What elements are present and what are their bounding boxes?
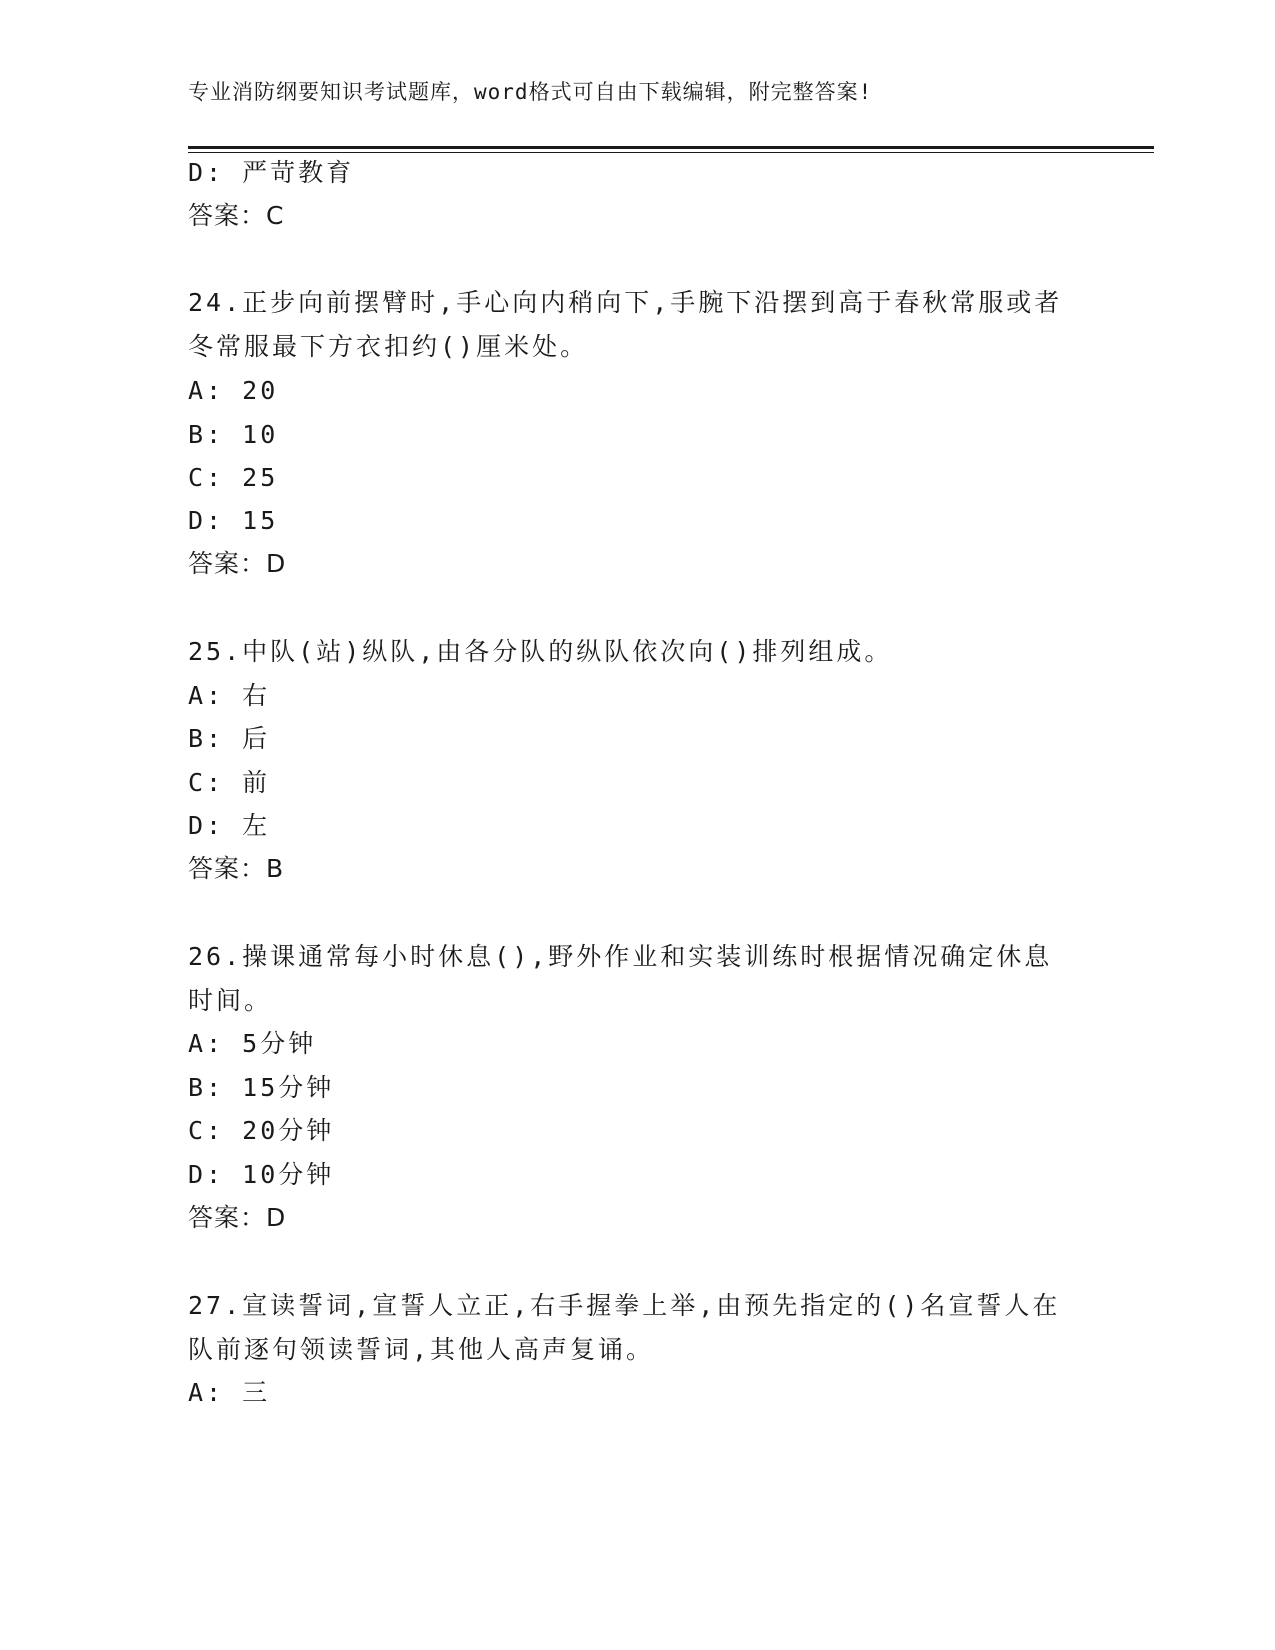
q25-option-c: C: 前	[188, 768, 271, 797]
header-rule-thick	[188, 146, 1154, 149]
q25-option-b: B: 后	[188, 724, 271, 753]
q25-option-d: D: 左	[188, 811, 271, 840]
q26-option-c: C: 20分钟	[188, 1116, 335, 1145]
q25-option-a: A: 右	[188, 681, 271, 710]
q26-option-b: B: 15分钟	[188, 1073, 335, 1102]
q26-text-line2: 时间。	[188, 986, 273, 1015]
q24-option-c: C: 25	[188, 463, 279, 492]
prev-answer: 答案：C	[188, 201, 285, 230]
q24-text-line2: 冬常服最下方衣扣约()厘米处。	[188, 332, 589, 361]
q24-option-b: B: 10	[188, 420, 279, 449]
q27-option-a: A: 三	[188, 1378, 271, 1407]
q26-text-line1: 26.操课通常每小时休息(),野外作业和实装训练时根据情况确定休息	[188, 942, 1053, 971]
q26-option-d: D: 10分钟	[188, 1160, 335, 1189]
q25-text-line1: 25.中队(站)纵队,由各分队的纵队依次向()排列组成。	[188, 637, 893, 666]
q24-option-d: D: 15	[188, 506, 279, 535]
q27-text-line1: 27.宣读誓词,宣誓人立正,右手握拳上举,由预先指定的()名宣誓人在	[188, 1291, 1061, 1320]
q24-answer: 答案：D	[188, 549, 287, 578]
q26-option-a: A: 5分钟	[188, 1029, 317, 1058]
prev-option-d: D: 严苛教育	[188, 158, 355, 187]
document-header: 专业消防纲要知识考试题库，word格式可自由下载编辑，附完整答案!	[188, 80, 873, 104]
q27-text-line2: 队前逐句领读誓词,其他人高声复诵。	[188, 1335, 655, 1364]
q24-option-a: A: 20	[188, 376, 279, 405]
q24-text-line1: 24.正步向前摆臂时,手心向内稍向下,手腕下沿摆到高于春秋常服或者	[188, 288, 1063, 317]
q26-answer: 答案：D	[188, 1203, 287, 1232]
q25-answer: 答案：B	[188, 854, 285, 883]
header-rule-thin	[188, 152, 1154, 153]
